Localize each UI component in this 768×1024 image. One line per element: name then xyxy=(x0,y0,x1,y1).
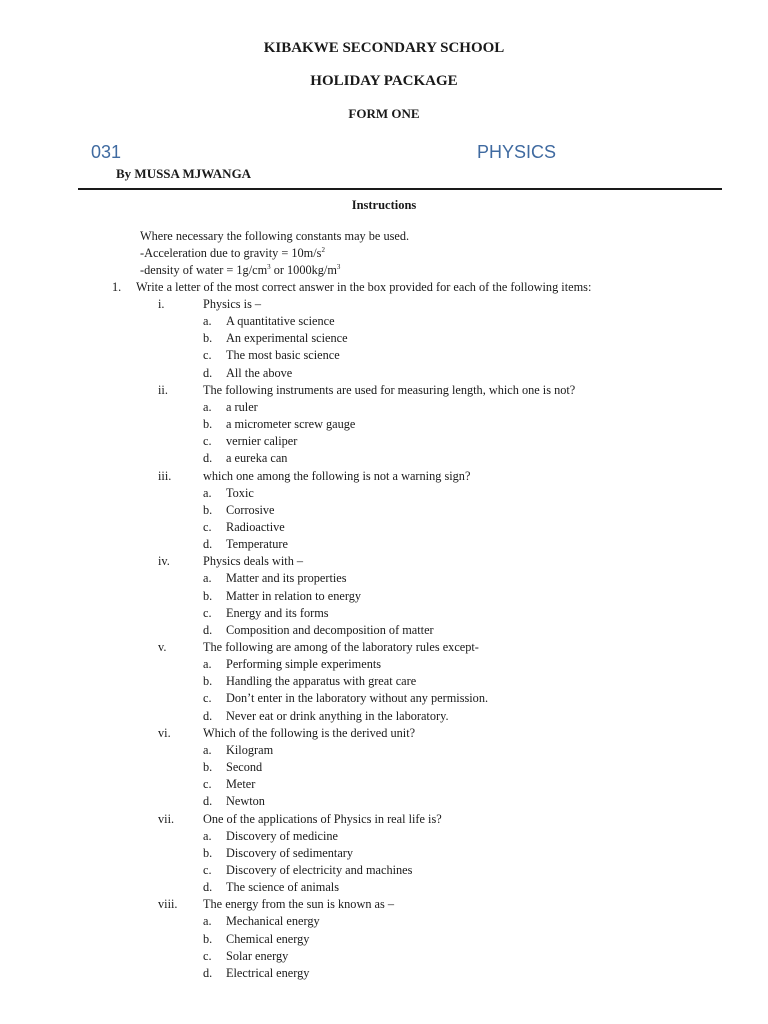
question-number: iii. xyxy=(158,468,172,483)
option-text: Newton xyxy=(226,794,265,809)
question-number: v. xyxy=(158,640,167,654)
option-letter: d. xyxy=(203,365,213,380)
option-text: Discovery of electricity and machines xyxy=(226,862,413,877)
subject-name: PHYSICS xyxy=(477,142,557,162)
option-letter: d. xyxy=(203,451,213,466)
form-level: FORM ONE xyxy=(348,106,420,121)
option-text: Chemical energy xyxy=(226,931,310,946)
option-letter: b. xyxy=(203,588,213,603)
school-name: KIBAKWE SECONDARY SCHOOL xyxy=(263,40,505,56)
option-letter: b. xyxy=(203,845,213,860)
subject-code: 031 xyxy=(91,142,122,162)
option-text: Matter in relation to energy xyxy=(226,588,361,603)
option-text: a ruler xyxy=(226,399,258,414)
option-text: Kilogram xyxy=(226,742,274,757)
option-text: a micrometer screw gauge xyxy=(226,417,356,432)
option-text: Composition and decomposition of matter xyxy=(226,622,434,637)
question-number: iv. xyxy=(158,554,170,569)
package-title: HOLIDAY PACKAGE xyxy=(310,73,458,89)
instructions-heading: Instructions xyxy=(351,198,417,212)
option-text: vernier caliper xyxy=(226,434,298,449)
gravity-constant xyxy=(140,245,325,262)
option-letter: a. xyxy=(203,828,212,843)
question-text: One of the applications of Physics in real life is? xyxy=(203,811,442,826)
question-text: which one among the following is not a warning sign? xyxy=(203,468,471,483)
option-letter: c. xyxy=(203,777,212,792)
question-text: Which of the following is the derived unit? xyxy=(203,725,416,740)
question-text: The energy from the sun is known as – xyxy=(203,897,395,912)
option-letter: b. xyxy=(203,331,213,346)
option-letter: a. xyxy=(203,571,212,586)
density-text-1: -density of water = 1g/cm xyxy=(140,263,268,277)
option-letter: a. xyxy=(203,742,212,757)
option-text: Temperature xyxy=(226,537,288,552)
author-line: By MUSSA MJWANGA xyxy=(116,166,252,181)
option-letter: a. xyxy=(203,399,212,414)
gravity-exponent: 2 xyxy=(321,246,325,254)
option-text: Don’t enter in the laboratory without any permission. xyxy=(226,691,489,706)
option-letter: c. xyxy=(203,519,212,534)
section-number: 1. xyxy=(112,280,122,294)
option-letter: b. xyxy=(203,931,213,946)
option-letter: c. xyxy=(203,348,212,363)
option-letter: a. xyxy=(203,914,212,929)
option-text: The science of animals xyxy=(226,880,340,895)
density-exponent-1: 3 xyxy=(267,263,271,271)
option-text: Electrical energy xyxy=(226,965,310,980)
question-number: ii. xyxy=(158,382,168,397)
option-text: Corrosive xyxy=(226,502,275,517)
question-text: Physics deals with – xyxy=(203,554,304,569)
option-text: Second xyxy=(226,760,263,775)
option-text: a eureka can xyxy=(226,451,288,466)
option-letter: b. xyxy=(203,417,213,432)
option-letter: c. xyxy=(203,862,212,877)
density-exponent-2: 3 xyxy=(336,263,341,271)
instructions-intro: Where necessary the following constants may be used. xyxy=(140,229,410,243)
option-letter: b. xyxy=(203,760,213,775)
option-letter: c. xyxy=(203,434,212,449)
option-text: Never eat or drink anything in the laboratory. xyxy=(226,708,449,723)
option-text: Mechanical energy xyxy=(226,914,320,929)
option-letter: d. xyxy=(203,537,213,552)
option-letter: b. xyxy=(203,674,213,689)
option-text: Energy and its forms xyxy=(226,605,329,620)
option-letter: d. xyxy=(203,880,213,895)
option-text: Meter xyxy=(226,777,256,792)
option-text: Performing simple experiments xyxy=(226,657,382,672)
density-constant xyxy=(140,262,340,279)
option-letter: c. xyxy=(203,605,212,620)
option-letter: c. xyxy=(203,948,212,963)
option-text: An experimental science xyxy=(226,331,348,346)
question-text: The following instruments are used for measuring length, which one is not? xyxy=(203,382,576,397)
option-text: Discovery of medicine xyxy=(226,828,338,843)
option-letter: d. xyxy=(203,708,213,723)
option-text: Radioactive xyxy=(226,519,285,534)
option-letter: a. xyxy=(203,657,212,672)
option-text: Toxic xyxy=(226,485,254,500)
option-text: Handling the apparatus with great care xyxy=(226,674,417,689)
option-letter: d. xyxy=(203,794,213,809)
question-number: vi. xyxy=(158,725,171,740)
option-text: Matter and its properties xyxy=(226,571,347,586)
option-text: Discovery of sedimentary xyxy=(226,845,354,860)
option-text: Solar energy xyxy=(226,948,289,963)
density-text-2: or 1000kg/m xyxy=(270,263,337,277)
option-letter: a. xyxy=(203,485,212,500)
header-divider xyxy=(78,188,722,190)
gravity-text: -Acceleration due to gravity = 10m/s xyxy=(140,246,322,260)
question-number: viii. xyxy=(158,897,178,912)
option-letter: a. xyxy=(203,314,212,329)
option-text: A quantitative science xyxy=(226,314,335,329)
option-text: The most basic science xyxy=(226,348,340,363)
option-letter: d. xyxy=(203,622,213,637)
option-letter: b. xyxy=(203,502,213,517)
section-instruction: Write a letter of the most correct answer in the box provided for each of the following items: xyxy=(136,280,592,294)
option-letter: d. xyxy=(203,965,213,980)
question-number: vii. xyxy=(158,811,175,826)
option-letter: c. xyxy=(203,691,212,706)
option-text: All the above xyxy=(226,365,293,380)
question-text: Physics is – xyxy=(203,297,262,311)
question-text: The following are among of the laboratory rules except- xyxy=(203,640,479,654)
question-number: i. xyxy=(158,297,165,311)
